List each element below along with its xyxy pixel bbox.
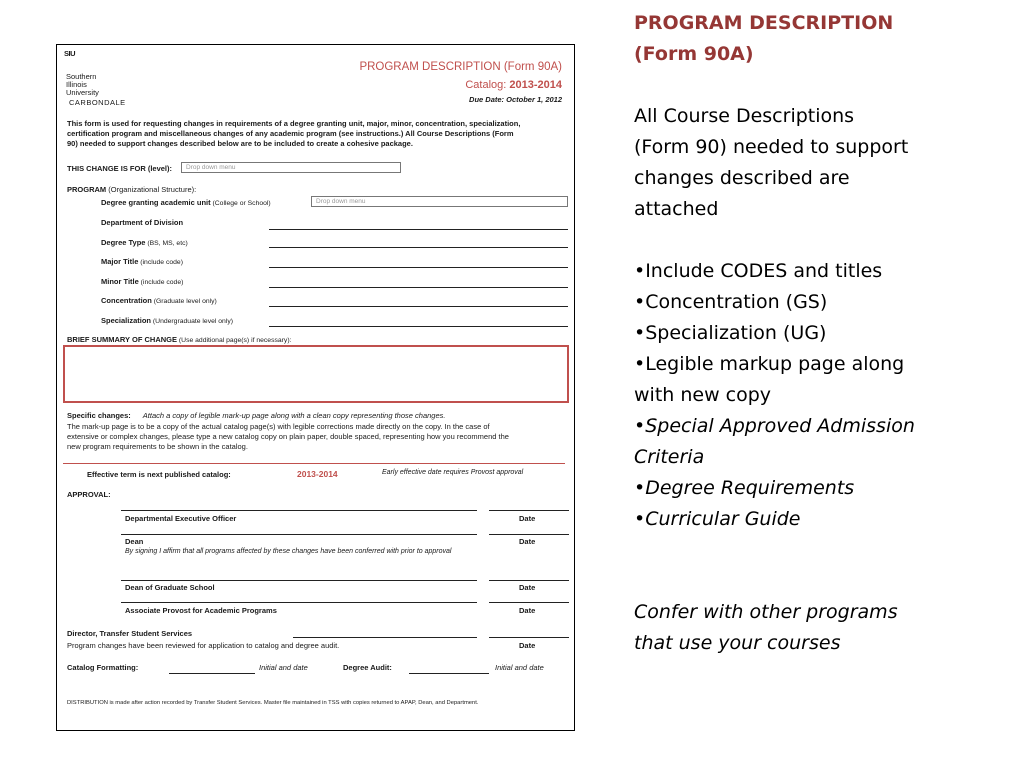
specific-line: new program requirements to be shown in the catalog. xyxy=(67,442,248,451)
change-level-label: THIS CHANGE IS FOR (level): xyxy=(67,164,173,173)
logo-line: Illinois xyxy=(66,80,87,89)
provost-label: Associate Provost for Academic Programs xyxy=(125,606,277,615)
bullet-text: Criteria xyxy=(634,446,705,468)
degree-unit-label xyxy=(101,198,271,209)
due-date: Due Date: October 1, 2012 xyxy=(469,95,562,104)
dean-label: Dean xyxy=(125,537,144,546)
minor-field[interactable] xyxy=(269,287,568,288)
date-label: Date xyxy=(519,606,536,615)
concentration-label xyxy=(101,296,217,307)
summary-label-bold: BRIEF SUMMARY OF CHANGE xyxy=(67,335,178,344)
confer-line: Confer with other programs xyxy=(634,601,898,623)
minor-label xyxy=(101,277,183,288)
major-sub: (include code) xyxy=(138,259,183,266)
divider xyxy=(63,463,565,464)
intro-line: certification program and miscellaneous changes of any academic program (see instructions.) All Course Descriptions (Form xyxy=(67,129,514,138)
signature-line[interactable] xyxy=(121,534,477,535)
program-label xyxy=(67,185,196,195)
bullet-glyph: • xyxy=(634,508,646,530)
catalog-formatting-field[interactable] xyxy=(169,673,255,674)
grad-dean-label: Dean of Graduate School xyxy=(125,583,215,592)
specialization-sub: (Undergraduate level only) xyxy=(151,318,233,325)
signature-line[interactable] xyxy=(121,510,477,511)
bullet-item: with new copy xyxy=(634,384,772,406)
specialization-label xyxy=(101,316,233,327)
transfer-label: Director, Transfer Student Services xyxy=(67,629,193,638)
degree-type-sub: (BS, MS, etc) xyxy=(145,240,188,247)
specific-line: The mark-up page is to be a copy of the actual catalog page(s) with legible corrections made directly on the copy. In the case of xyxy=(67,422,490,431)
effective-note: Early effective date requires Provost approval xyxy=(382,469,524,476)
siu-logo: SIU xyxy=(64,49,76,58)
concentration-text: Concentration xyxy=(101,296,152,305)
confer-line: that use your courses xyxy=(634,632,841,654)
bullet-item-italic xyxy=(634,473,1019,504)
specific-line: extensive or complex changes, please type a new catalog copy on plain paper, double spaced, representing how you recommend the xyxy=(67,432,509,441)
specific-changes-label: Specific changes: xyxy=(67,411,131,420)
logo-line: CARBONDALE xyxy=(69,98,126,107)
date-line[interactable] xyxy=(489,637,569,638)
bullet-item-italic xyxy=(634,411,1019,442)
form-90a-page xyxy=(56,44,575,731)
approval-label: APPROVAL: xyxy=(67,490,111,499)
signature-line[interactable] xyxy=(121,580,477,581)
summary-label-sub: (Use additional page(s) if necessary): xyxy=(177,337,292,344)
bullet-item: •Concentration (GS) xyxy=(634,291,828,313)
catalog-formatting-label: Catalog Formatting: xyxy=(67,663,139,672)
degree-audit-field[interactable] xyxy=(409,673,489,674)
concentration-sub: (Graduate level only) xyxy=(151,298,217,305)
degree-unit-sub: (College or School) xyxy=(210,200,271,207)
bullet-item: •Specialization (UG) xyxy=(634,322,827,344)
program-label-sub: (Organizational Structure): xyxy=(106,185,197,194)
dean-note: By signing I affirm that all programs affected by these changes have been conferred with prior to approval xyxy=(125,548,452,555)
date-line[interactable] xyxy=(489,534,569,535)
notes-heading: (Form 90A) xyxy=(634,43,754,65)
catalog-line xyxy=(465,79,562,92)
logo-line: Southern xyxy=(66,72,97,81)
bullet-item: •Include CODES and titles xyxy=(634,260,883,282)
major-text: Major Title xyxy=(101,257,139,266)
initial-date-label: Initial and date xyxy=(259,663,308,672)
program-label-bold: PROGRAM xyxy=(67,185,107,194)
date-line[interactable] xyxy=(489,510,569,511)
summary-textbox[interactable] xyxy=(63,345,569,403)
summary-label xyxy=(67,335,291,346)
effective-label: Effective term is next published catalog: xyxy=(87,470,231,479)
degree-unit-text: Degree granting academic unit xyxy=(101,198,211,207)
specialization-text: Specialization xyxy=(101,316,152,325)
deo-label: Departmental Executive Officer xyxy=(125,514,237,523)
transfer-note: Program changes have been reviewed for application to catalog and degree audit. xyxy=(67,641,340,650)
bullet-item-italic xyxy=(634,442,1019,473)
notes-paragraph-line: changes described are xyxy=(634,167,850,189)
bullet-glyph: • xyxy=(634,415,646,437)
specific-changes-note: Attach a copy of legible mark-up page along with a clean copy representing those changes. xyxy=(142,411,446,420)
bullet-text: Curricular Guide xyxy=(645,508,801,530)
degree-audit-label: Degree Audit: xyxy=(343,663,392,672)
form-title: PROGRAM DESCRIPTION (Form 90A) xyxy=(359,61,562,73)
level-dropdown[interactable]: Drop down menu xyxy=(181,162,401,173)
notes-heading: PROGRAM DESCRIPTION xyxy=(634,12,894,34)
effective-year: 2013-2014 xyxy=(297,469,338,479)
bullet-item-italic xyxy=(634,504,1019,535)
initial-date-label: Initial and date xyxy=(495,663,544,672)
notes-paragraph-line: All Course Descriptions xyxy=(634,105,855,127)
signature-line[interactable] xyxy=(293,637,477,638)
bullet-glyph: • xyxy=(634,477,646,499)
bullet-text: Degree Requirements xyxy=(645,477,855,499)
catalog-year: 2013-2014 xyxy=(509,79,562,91)
date-label: Date xyxy=(519,537,536,546)
distribution-note: DISTRIBUTION is made after action recorded by Transfer Student Services. Master file maintained in TSS with copies returned to APAP, Dean, and Department. xyxy=(67,700,479,706)
notes-paragraph-line: attached xyxy=(634,198,719,220)
department-label: Department of Division xyxy=(101,218,184,227)
intro-line: This form is used for requesting changes in requirements of a degree granting unit, major, minor, concentration, specialization, xyxy=(67,119,521,128)
minor-text: Minor Title xyxy=(101,277,139,286)
catalog-label: Catalog: xyxy=(465,79,510,91)
major-field[interactable] xyxy=(269,267,568,268)
date-label: Date xyxy=(519,514,536,523)
specialization-field[interactable] xyxy=(269,326,568,327)
slide-notes xyxy=(634,8,1019,659)
bullet-text: Special Approved Admission xyxy=(645,415,915,437)
date-line[interactable] xyxy=(489,602,569,603)
degree-type-label xyxy=(101,238,188,249)
major-label xyxy=(101,257,183,268)
specific-changes-row xyxy=(67,411,445,421)
degree-type-field[interactable] xyxy=(269,247,568,248)
signature-line[interactable] xyxy=(121,602,477,603)
department-field[interactable] xyxy=(269,229,568,230)
minor-sub: (include code) xyxy=(138,279,184,286)
intro-line: 90) needed to support changes described below are to be included to create a cohesive package. xyxy=(67,139,413,148)
date-line[interactable] xyxy=(489,580,569,581)
bullet-item: •Legible markup page along xyxy=(634,353,905,375)
degree-unit-dropdown[interactable]: Drop down menu xyxy=(311,196,568,207)
concentration-field[interactable] xyxy=(269,306,568,307)
date-label: Date xyxy=(519,583,536,592)
notes-paragraph-line: (Form 90) needed to support xyxy=(634,136,909,158)
date-label: Date xyxy=(519,641,536,650)
degree-type-text: Degree Type xyxy=(101,238,146,247)
logo-line: University xyxy=(66,88,99,97)
